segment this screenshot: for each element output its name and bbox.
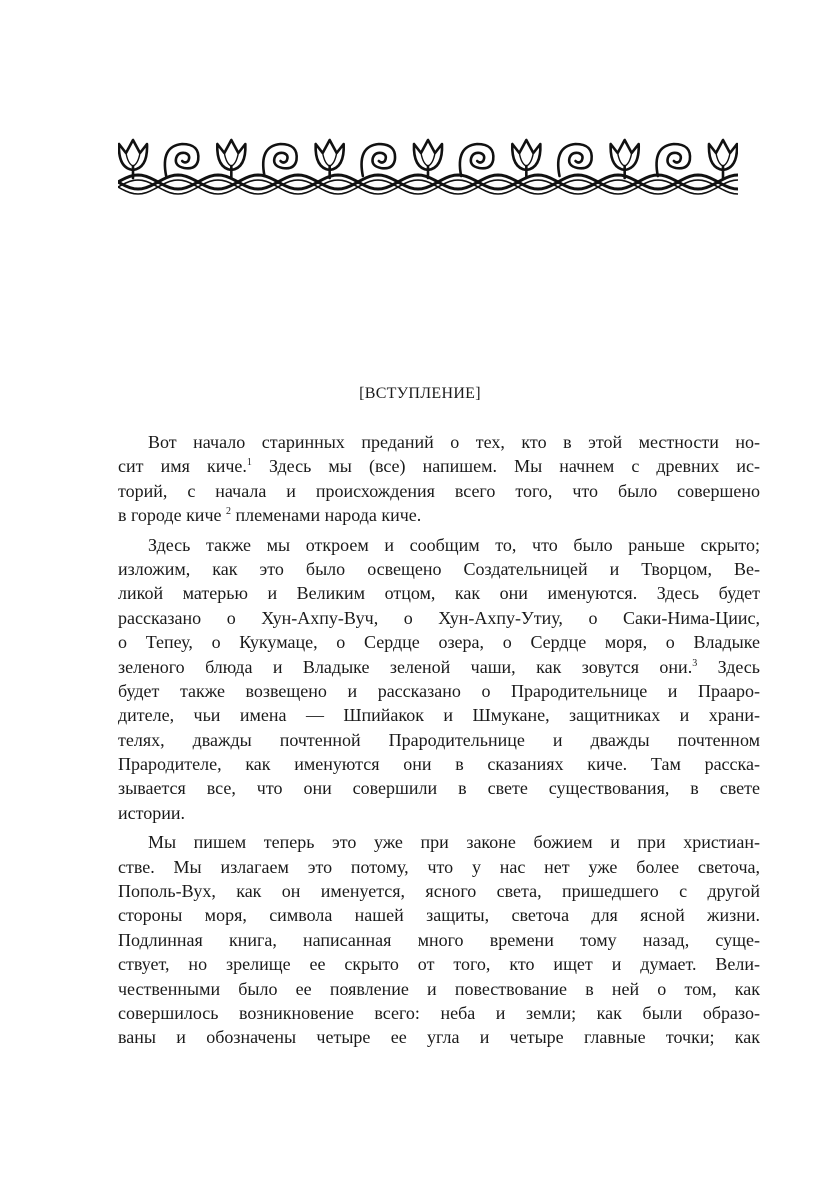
spiral-icon: [362, 144, 395, 176]
body-text: [118, 430, 760, 1050]
spiral-icon: [460, 144, 493, 176]
tulip-icon: [618, 153, 632, 166]
tulip-icon: [716, 153, 730, 166]
text-line: о Тепеу, о Кукумаце, о Сердце озера, о Сердце моря, о Владыке: [118, 632, 760, 653]
text-line: ликой матерью и Великим отцом, как они именуются. Здесь будет: [118, 583, 760, 604]
text-line: стороны моря, символа нашей защиты, светоча для ясной жизни.: [118, 905, 760, 926]
footnote-ref: 2: [225, 506, 231, 518]
tulip-icon: [414, 140, 442, 178]
text-line: Здесь также мы откроем и сообщим то, что было раньше скрыто;: [148, 534, 760, 555]
text-line: зывается все, что они совершили в свете существования, в свете: [118, 778, 760, 799]
text-line: будет также возвещено и рассказано о Прародительнице и Прааро-: [118, 680, 760, 701]
text-line: сит имя киче.$^1$ Здесь мы (все) напишем. Мы начнем с древних ис-: [118, 456, 760, 477]
tulip-icon: [323, 153, 337, 166]
text-line: Мы пишем теперь это уже при законе божием и при христиан-: [148, 832, 760, 853]
tulip-icon: [316, 140, 344, 178]
tulip-icon: [217, 140, 245, 178]
tulip-icon: [126, 153, 140, 166]
section-heading: [ВСТУПЛЕНИЕ]: [359, 385, 481, 402]
tulip-vine-ornament: [118, 126, 738, 206]
text-line: Пополь-Вух, как он именуется, ясного света, пришедшего с другой: [118, 881, 760, 902]
spiral-icon: [263, 144, 296, 176]
text-line: зеленого блюда и Владыке зеленой чаши, как зовутся они.$^3$ Здесь: [118, 656, 760, 677]
tulip-icon: [709, 140, 737, 178]
motif-row: [119, 140, 737, 178]
text-line: изложим, как это было освещено Создательницей и Творцом, Ве-: [118, 558, 760, 579]
tulip-icon: [611, 140, 639, 178]
text-line: истории.: [118, 802, 186, 823]
text-line: чественными было ее появление и повествование в ней о том, как: [118, 978, 760, 999]
text-line: Вот начало старинных преданий о тех, кто в этой местности но-: [148, 432, 760, 452]
footnote-ref: 3: [692, 657, 698, 669]
tulip-icon: [224, 153, 238, 166]
text-line: рассказано о Хун-Ахпу-Вуч, о Хун-Ахпу-Утиу, о Саки-Нима-Циис,: [118, 607, 760, 628]
tulip-icon: [519, 153, 533, 166]
text-line: торий, с начала и происхождения всего того, что было совершено: [118, 480, 760, 501]
text-line: дителе, чьи имена — Шпийакок и Шмукане, защитниках и храни-: [118, 705, 760, 726]
text-line: телях, дважды почтенной Прародительнице и дважды почтенном: [118, 729, 760, 750]
text-line: Подлинная книга, написанная много времени тому назад, суще-: [118, 929, 760, 950]
spiral-icon: [165, 144, 198, 176]
text-line: ствует, но зрелище ее скрыто от того, кто ищет и думает. Вели-: [118, 954, 760, 975]
tulip-icon: [421, 153, 435, 166]
text-line: в городе киче $^2$ племенами народа киче.: [118, 505, 422, 526]
spiral-icon: [657, 144, 690, 176]
text-line: совершилось возникновение всего: неба и земли; как были образо-: [118, 1002, 760, 1023]
tulip-icon: [512, 140, 540, 178]
tulip-icon: [119, 140, 147, 178]
footnote-ref: 1: [246, 457, 252, 469]
text-line: ваны и обозначены четыре ее угла и четыре главные точки; как: [118, 1027, 760, 1048]
text-line: Прародителе, как именуются они в сказаниях киче. Там расска-: [118, 754, 760, 775]
spiral-icon: [558, 144, 591, 176]
text-line: стве. Мы излагаем это потому, что у нас нет уже более светоча,: [118, 856, 760, 877]
